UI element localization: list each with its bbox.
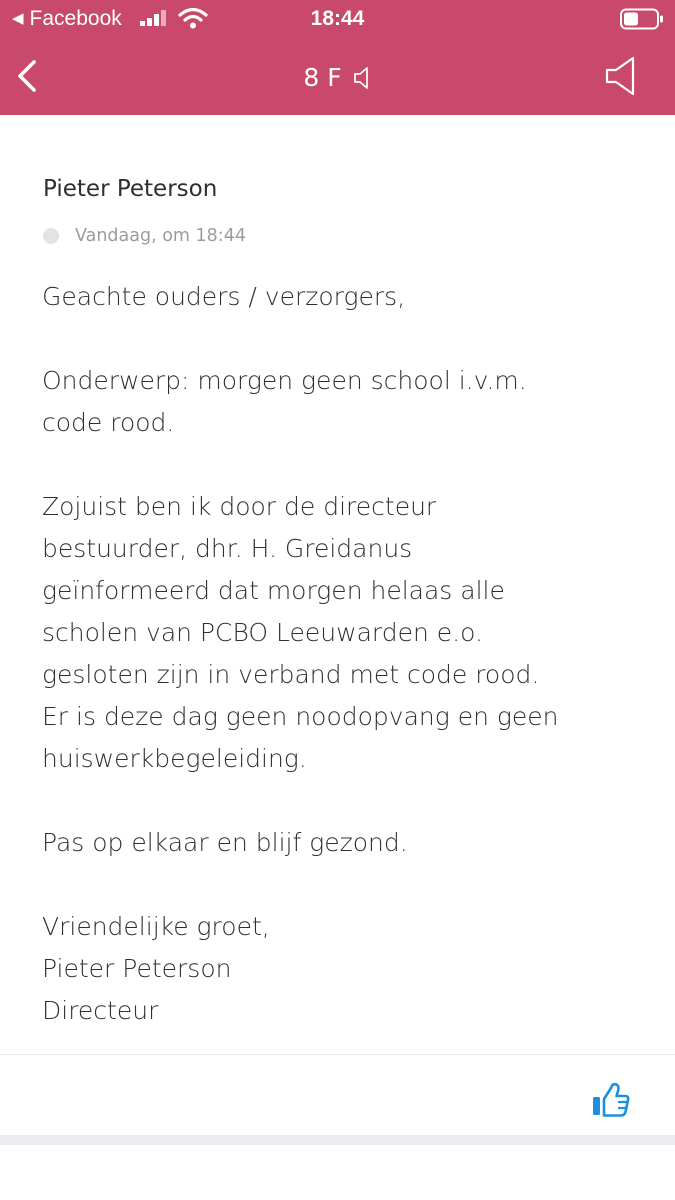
greeting: Geachte ouders / verzorgers, — [42, 282, 406, 311]
thumbs-up-icon[interactable] — [590, 1080, 632, 1120]
signoff-line: Pieter Peterson — [42, 954, 232, 983]
footer-divider — [0, 1054, 675, 1055]
message-meta — [43, 224, 246, 248]
group-name: 8 F — [303, 63, 342, 92]
nav-title — [0, 62, 675, 94]
paragraph-line: huiswerkbegeleiding. — [42, 744, 307, 773]
paragraph-line: bestuurder, dhr. H. Greidanus — [42, 534, 413, 563]
subject-line: code rood. — [42, 408, 175, 437]
bottom-separator — [0, 1135, 675, 1145]
paragraph-line: Zojuist ben ik door de directeur — [42, 492, 437, 521]
paragraph-line: scholen van PCBO Leeuwarden e.o. — [42, 618, 483, 647]
signoff-line: Vriendelijke groet, — [42, 912, 270, 941]
message-body — [42, 276, 652, 1032]
paragraph-line: gesloten zijn in verband met code rood. — [42, 660, 540, 689]
subject-line: Onderwerp: morgen geen school i.v.m. — [42, 366, 527, 395]
signoff-line: Directeur — [42, 996, 159, 1025]
message-timestamp: Vandaag, om 18:44 — [75, 226, 246, 246]
speaker-icon — [352, 66, 372, 90]
back-app-label: Facebook — [29, 7, 122, 30]
wish-line: Pas op elkaar en blijf gezond. — [42, 828, 408, 857]
status-bar — [0, 0, 675, 38]
back-triangle-icon: ◀ — [12, 10, 24, 27]
paragraph-line: Er is deze dag geen noodopvang en geen — [42, 702, 559, 731]
speaker-icon[interactable] — [602, 55, 638, 97]
sender-name: Pieter Peterson — [43, 176, 218, 202]
read-status-dot — [43, 228, 59, 244]
status-time: 18:44 — [310, 7, 365, 30]
nav-bar — [0, 38, 675, 115]
paragraph-line: geïnformeerd dat morgen helaas alle — [42, 576, 505, 605]
battery-icon — [620, 8, 664, 30]
